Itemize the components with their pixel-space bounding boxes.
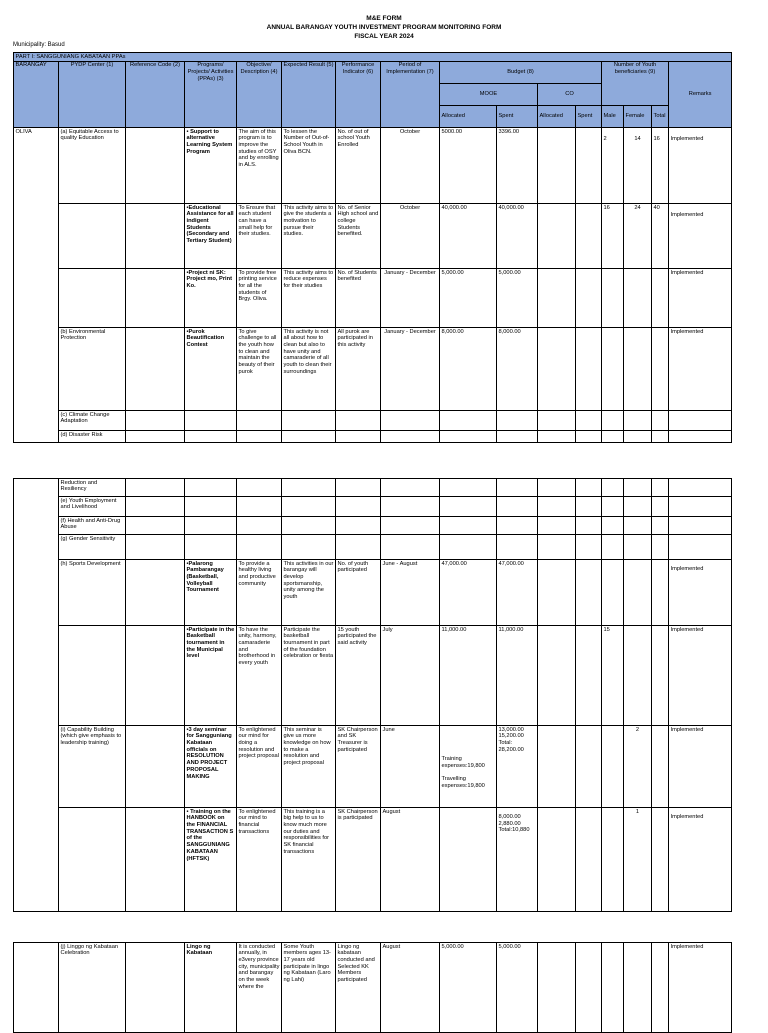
objective-cell: To Ensure that each student can have a small help for their studies. bbox=[237, 204, 282, 269]
ppa-table-page3 bbox=[13, 942, 732, 1033]
table-row bbox=[14, 411, 732, 431]
expected-cell: This activity aims to give the students a motivation to pursue their studies. bbox=[282, 204, 336, 269]
table-row bbox=[14, 497, 732, 517]
pydp-cell bbox=[59, 204, 126, 269]
pydp-cell: (e) Youth Employment and Livelihood bbox=[59, 497, 126, 517]
objective-cell: To enlightened our mind for doing a resolution and project proposal bbox=[237, 726, 282, 808]
male-cell bbox=[602, 328, 624, 411]
ppa-cell: • Training on the HANBOOK on the FINANCIAL TRANSACTION S of the SANGGUNIANG KABATAAN (HFTSK) bbox=[185, 808, 237, 912]
pydp-cell: (c) Climate Change Adaptation bbox=[59, 411, 126, 431]
pydp-cell: (i) Capability Building (which give emphasis to leadership training) bbox=[59, 726, 126, 808]
ref-cell bbox=[126, 328, 185, 411]
objective-cell: To provide free printing service for all the students of Brgy. Oliva. bbox=[237, 269, 282, 328]
col-co: CO bbox=[538, 83, 602, 105]
municipality-label: Municipality: Basud bbox=[13, 42, 65, 48]
mooe-allocated-cell: 8,000.00 bbox=[440, 328, 497, 411]
female-cell bbox=[624, 560, 652, 626]
ppa-table-page2 bbox=[13, 478, 732, 912]
col-remarks: Remarks bbox=[669, 61, 732, 127]
co-spent-cell bbox=[576, 128, 602, 204]
ppa-table-page1 bbox=[13, 52, 732, 443]
ppa-cell: •Purok Beautification Contest bbox=[185, 328, 237, 411]
ref-cell bbox=[126, 269, 185, 328]
co-spent-cell bbox=[576, 269, 602, 328]
col-period: Period of Implementation (7) bbox=[381, 61, 440, 127]
form-subtitle: ANNUAL BARANGAY YOUTH INVESTMENT PROGRAM MONITORING FORM bbox=[266, 24, 502, 31]
expected-cell: This activities in our barangay will develop sportsmanship, unity among the youth bbox=[282, 560, 336, 626]
table-row bbox=[14, 517, 732, 535]
expected-cell: This training is a big help to us to know much more our duties and responsibilities for SK financial transactions bbox=[282, 808, 336, 912]
col-co-allocated: Allocated bbox=[538, 105, 576, 127]
ref-cell bbox=[126, 204, 185, 269]
mooe-spent-cell: 11,000.00 bbox=[497, 626, 538, 726]
ppa-cell: Lingo ng Kabataan bbox=[185, 943, 237, 1033]
mooe-allocated-note: Training expenses:19,800 Travelling expenses:19,800 bbox=[440, 726, 497, 808]
col-mooe: MOOE bbox=[440, 83, 538, 105]
ref-cell bbox=[126, 726, 185, 808]
remarks-cell: Implemented bbox=[669, 726, 732, 808]
mooe-allocated-cell: 47,000.00 bbox=[440, 560, 497, 626]
female-cell: 24 bbox=[624, 204, 652, 269]
co-spent-cell bbox=[576, 328, 602, 411]
mooe-allocated-cell: 40,000.00 bbox=[440, 204, 497, 269]
table-row bbox=[14, 431, 732, 443]
indicator-cell: SK Chairperson is participated bbox=[336, 808, 381, 912]
co-allocated-cell bbox=[538, 204, 576, 269]
remarks-cell: Implemented bbox=[669, 128, 732, 204]
period-cell: August bbox=[381, 943, 440, 1033]
objective-cell: It is conducted annually, in e3very province city, municipality and barangay on the week where the bbox=[237, 943, 282, 1033]
ref-cell bbox=[126, 560, 185, 626]
col-pydp: PYDP Center (1) bbox=[59, 61, 126, 127]
female-cell bbox=[624, 269, 652, 328]
pydp-cell: (g) Gender Sensitivity bbox=[59, 535, 126, 560]
co-allocated-cell bbox=[538, 269, 576, 328]
indicator-cell: All purok are participated in this activity bbox=[336, 328, 381, 411]
remarks-cell: Implemented bbox=[669, 626, 732, 726]
mooe-allocated-cell: 11,000.00 bbox=[440, 626, 497, 726]
co-allocated-cell bbox=[538, 328, 576, 411]
remarks-cell: Implemented bbox=[669, 560, 732, 626]
expected-cell: This seminar is give us more knowledge on how to make a resolution and project proposal bbox=[282, 726, 336, 808]
table-row bbox=[14, 808, 732, 912]
total-cell bbox=[652, 943, 669, 1033]
male-cell bbox=[602, 808, 624, 912]
expected-cell: To lessen the Number of Out-of-School Youth in Oliva BCN. bbox=[282, 128, 336, 204]
remarks-cell: Implemented bbox=[669, 808, 732, 912]
mooe-spent-cell: 8,000.00 2,880.00 Total:10,880 bbox=[497, 808, 538, 912]
remarks-cell: Implemented bbox=[669, 328, 732, 411]
table-row bbox=[14, 204, 732, 269]
female-cell: 1 bbox=[624, 808, 652, 912]
pydp-cell bbox=[59, 269, 126, 328]
form-title: M&E FORM bbox=[366, 15, 402, 22]
female-cell bbox=[624, 328, 652, 411]
ref-cell bbox=[126, 128, 185, 204]
total-cell: 16 bbox=[652, 128, 669, 204]
period-cell: October bbox=[381, 128, 440, 204]
indicator-cell: SK Chairperson and SK Treasurer is participated bbox=[336, 726, 381, 808]
ref-cell bbox=[126, 808, 185, 912]
pydp-cell: Reduction and Resiliency bbox=[59, 479, 126, 497]
col-mooe-spent: Spent bbox=[497, 105, 538, 127]
table-row bbox=[14, 943, 732, 1033]
col-male: Male bbox=[602, 105, 624, 127]
remarks-cell: Implemented bbox=[669, 204, 732, 269]
period-cell: October bbox=[381, 204, 440, 269]
col-youth: Number of Youth beneficiaries (9) bbox=[602, 61, 669, 105]
total-cell: 40 bbox=[652, 204, 669, 269]
mooe-allocated-cell: 5,000.00 bbox=[440, 269, 497, 328]
pydp-cell: (b) Environmental Protection bbox=[59, 328, 126, 411]
objective-cell: The aim of this program is to improve the studies of OSY and by enrolling in ALS. bbox=[237, 128, 282, 204]
co-allocated-cell bbox=[538, 128, 576, 204]
indicator-cell: Lingo ng kabataan conducted and Selected KK Members participated bbox=[336, 943, 381, 1033]
male-cell bbox=[602, 560, 624, 626]
male-cell bbox=[602, 726, 624, 808]
table-row bbox=[14, 328, 732, 411]
fiscal-year: FISCAL YEAR 2024 bbox=[354, 33, 414, 40]
period-cell: June - August bbox=[381, 560, 440, 626]
indicator-cell: No. of Students benefited bbox=[336, 269, 381, 328]
indicator-cell: 15 youth participated the said activity bbox=[336, 626, 381, 726]
ppa-cell: •3 day seminar for Sangguniang Kabataan officials on RESOLUTION AND PROJECT PROPOSAL MAKING bbox=[185, 726, 237, 808]
col-objective: Objective/ Description (4) bbox=[237, 61, 282, 127]
table-row bbox=[14, 128, 732, 204]
col-indicator: Performance Indicator (6) bbox=[336, 61, 381, 127]
pydp-cell bbox=[59, 626, 126, 726]
indicator-cell: No. of youth participated bbox=[336, 560, 381, 626]
female-cell: 14 bbox=[624, 128, 652, 204]
male-cell: 15 bbox=[602, 626, 624, 726]
objective-cell: To enlightened our mind to financial transactions bbox=[237, 808, 282, 912]
period-cell: January - December bbox=[381, 328, 440, 411]
total-cell bbox=[652, 269, 669, 328]
pydp-cell bbox=[59, 808, 126, 912]
table-row bbox=[14, 269, 732, 328]
pydp-cell: (j) Linggo ng Kabataan Celebration bbox=[59, 943, 126, 1033]
mooe-spent-cell: 13,000.00 15,200.00 Total: 28,200.00 bbox=[497, 726, 538, 808]
indicator-cell: No. of Senior High school and college Students benefited. bbox=[336, 204, 381, 269]
table-row bbox=[14, 726, 732, 808]
objective-cell: To provide a healthy living and productive community bbox=[237, 560, 282, 626]
pydp-cell: (f) Health and Anti-Drug Abuse bbox=[59, 517, 126, 535]
col-expected: Expected Result (5) bbox=[282, 61, 336, 127]
mooe-spent-cell: 8,000.00 bbox=[497, 328, 538, 411]
objective-cell: To have the unity, harmony, camaraderie and brotherhood in every youth bbox=[237, 626, 282, 726]
remarks-cell: Implemented bbox=[669, 269, 732, 328]
ppa-cell: •Educational Assistance for all indigent Students (Secondary and Tertiary Student) bbox=[185, 204, 237, 269]
objective-cell: To give challenge to all the youth how to clean and maintain the beauty of their purok bbox=[237, 328, 282, 411]
mooe-spent-cell: 5,000.00 bbox=[497, 943, 538, 1033]
total-cell bbox=[652, 560, 669, 626]
period-cell: July bbox=[381, 626, 440, 726]
total-cell bbox=[652, 726, 669, 808]
total-cell bbox=[652, 626, 669, 726]
male-cell bbox=[602, 269, 624, 328]
col-barangay: BARANGAY bbox=[14, 61, 59, 127]
male-cell: 16 bbox=[602, 204, 624, 269]
table-row bbox=[14, 626, 732, 726]
mooe-spent-cell: 40,000.00 bbox=[497, 204, 538, 269]
mooe-spent-cell: 5,000.00 bbox=[497, 269, 538, 328]
part-title: PART I: SANGGUNIANG KABATAAN PPAs bbox=[14, 53, 732, 62]
female-cell: 2 bbox=[624, 726, 652, 808]
col-ref: Reference Code (2) bbox=[126, 61, 185, 127]
table-row bbox=[14, 535, 732, 560]
barangay-name: OLIVA bbox=[14, 128, 59, 443]
expected-cell: This activity is not all about how to clean but also to have unity and camaraderie of all youth to clean their surroundings bbox=[282, 328, 336, 411]
pydp-cell: (h) Sports Development bbox=[59, 560, 126, 626]
mooe-allocated-cell: 5000.00 bbox=[440, 128, 497, 204]
indicator-cell: No. of out of school Youth Enrolled bbox=[336, 128, 381, 204]
male-cell bbox=[602, 943, 624, 1033]
col-total: Total bbox=[652, 105, 669, 127]
ref-cell bbox=[126, 626, 185, 726]
male-cell: 2 bbox=[602, 128, 624, 204]
table-row bbox=[14, 560, 732, 626]
expected-cell: Participate the basketball tournament in part of the foundation celebration or fiesta bbox=[282, 626, 336, 726]
ref-cell bbox=[126, 943, 185, 1033]
col-female: Female bbox=[624, 105, 652, 127]
mooe-allocated-cell bbox=[440, 808, 497, 912]
female-cell bbox=[624, 626, 652, 726]
total-cell bbox=[652, 808, 669, 912]
period-cell: January - December bbox=[381, 269, 440, 328]
mooe-spent-cell: 47,000.00 bbox=[497, 560, 538, 626]
table-row bbox=[14, 479, 732, 497]
co-spent-cell bbox=[576, 204, 602, 269]
mooe-allocated-cell: 5,000.00 bbox=[440, 943, 497, 1033]
ppa-cell: • Support to alternative Learning System Program bbox=[185, 128, 237, 204]
remarks-cell: Implemented bbox=[669, 943, 732, 1033]
col-mooe-allocated: Allocated bbox=[440, 105, 497, 127]
pydp-cell: (d) Disaster Risk bbox=[59, 431, 126, 443]
period-cell: August bbox=[381, 808, 440, 912]
col-ppas: Programs/ Projects/ Activities (PPAs) (3) bbox=[185, 61, 237, 127]
period-cell: June bbox=[381, 726, 440, 808]
ppa-cell: •Palarong Pambarangay (Basketball, Volleyball Tournament bbox=[185, 560, 237, 626]
total-cell bbox=[652, 328, 669, 411]
pydp-cell: (a) Equitable Access to quality Education bbox=[59, 128, 126, 204]
female-cell bbox=[624, 943, 652, 1033]
mooe-spent-cell: 3396.00 bbox=[497, 128, 538, 204]
col-budget: Budget (8) bbox=[440, 61, 602, 83]
ppa-cell: •Participate in the Basketball tournament in the Municipal level bbox=[185, 626, 237, 726]
expected-cell: This activity aims to reduce expenses for their studies bbox=[282, 269, 336, 328]
expected-cell: Some Youth members ages 13-17 years old participate in lingo ng Kabataan (Laro ng Lahi) bbox=[282, 943, 336, 1033]
col-co-spent: Spent bbox=[576, 105, 602, 127]
ppa-cell: •Project ni SK: Project mo, Print Ko. bbox=[185, 269, 237, 328]
